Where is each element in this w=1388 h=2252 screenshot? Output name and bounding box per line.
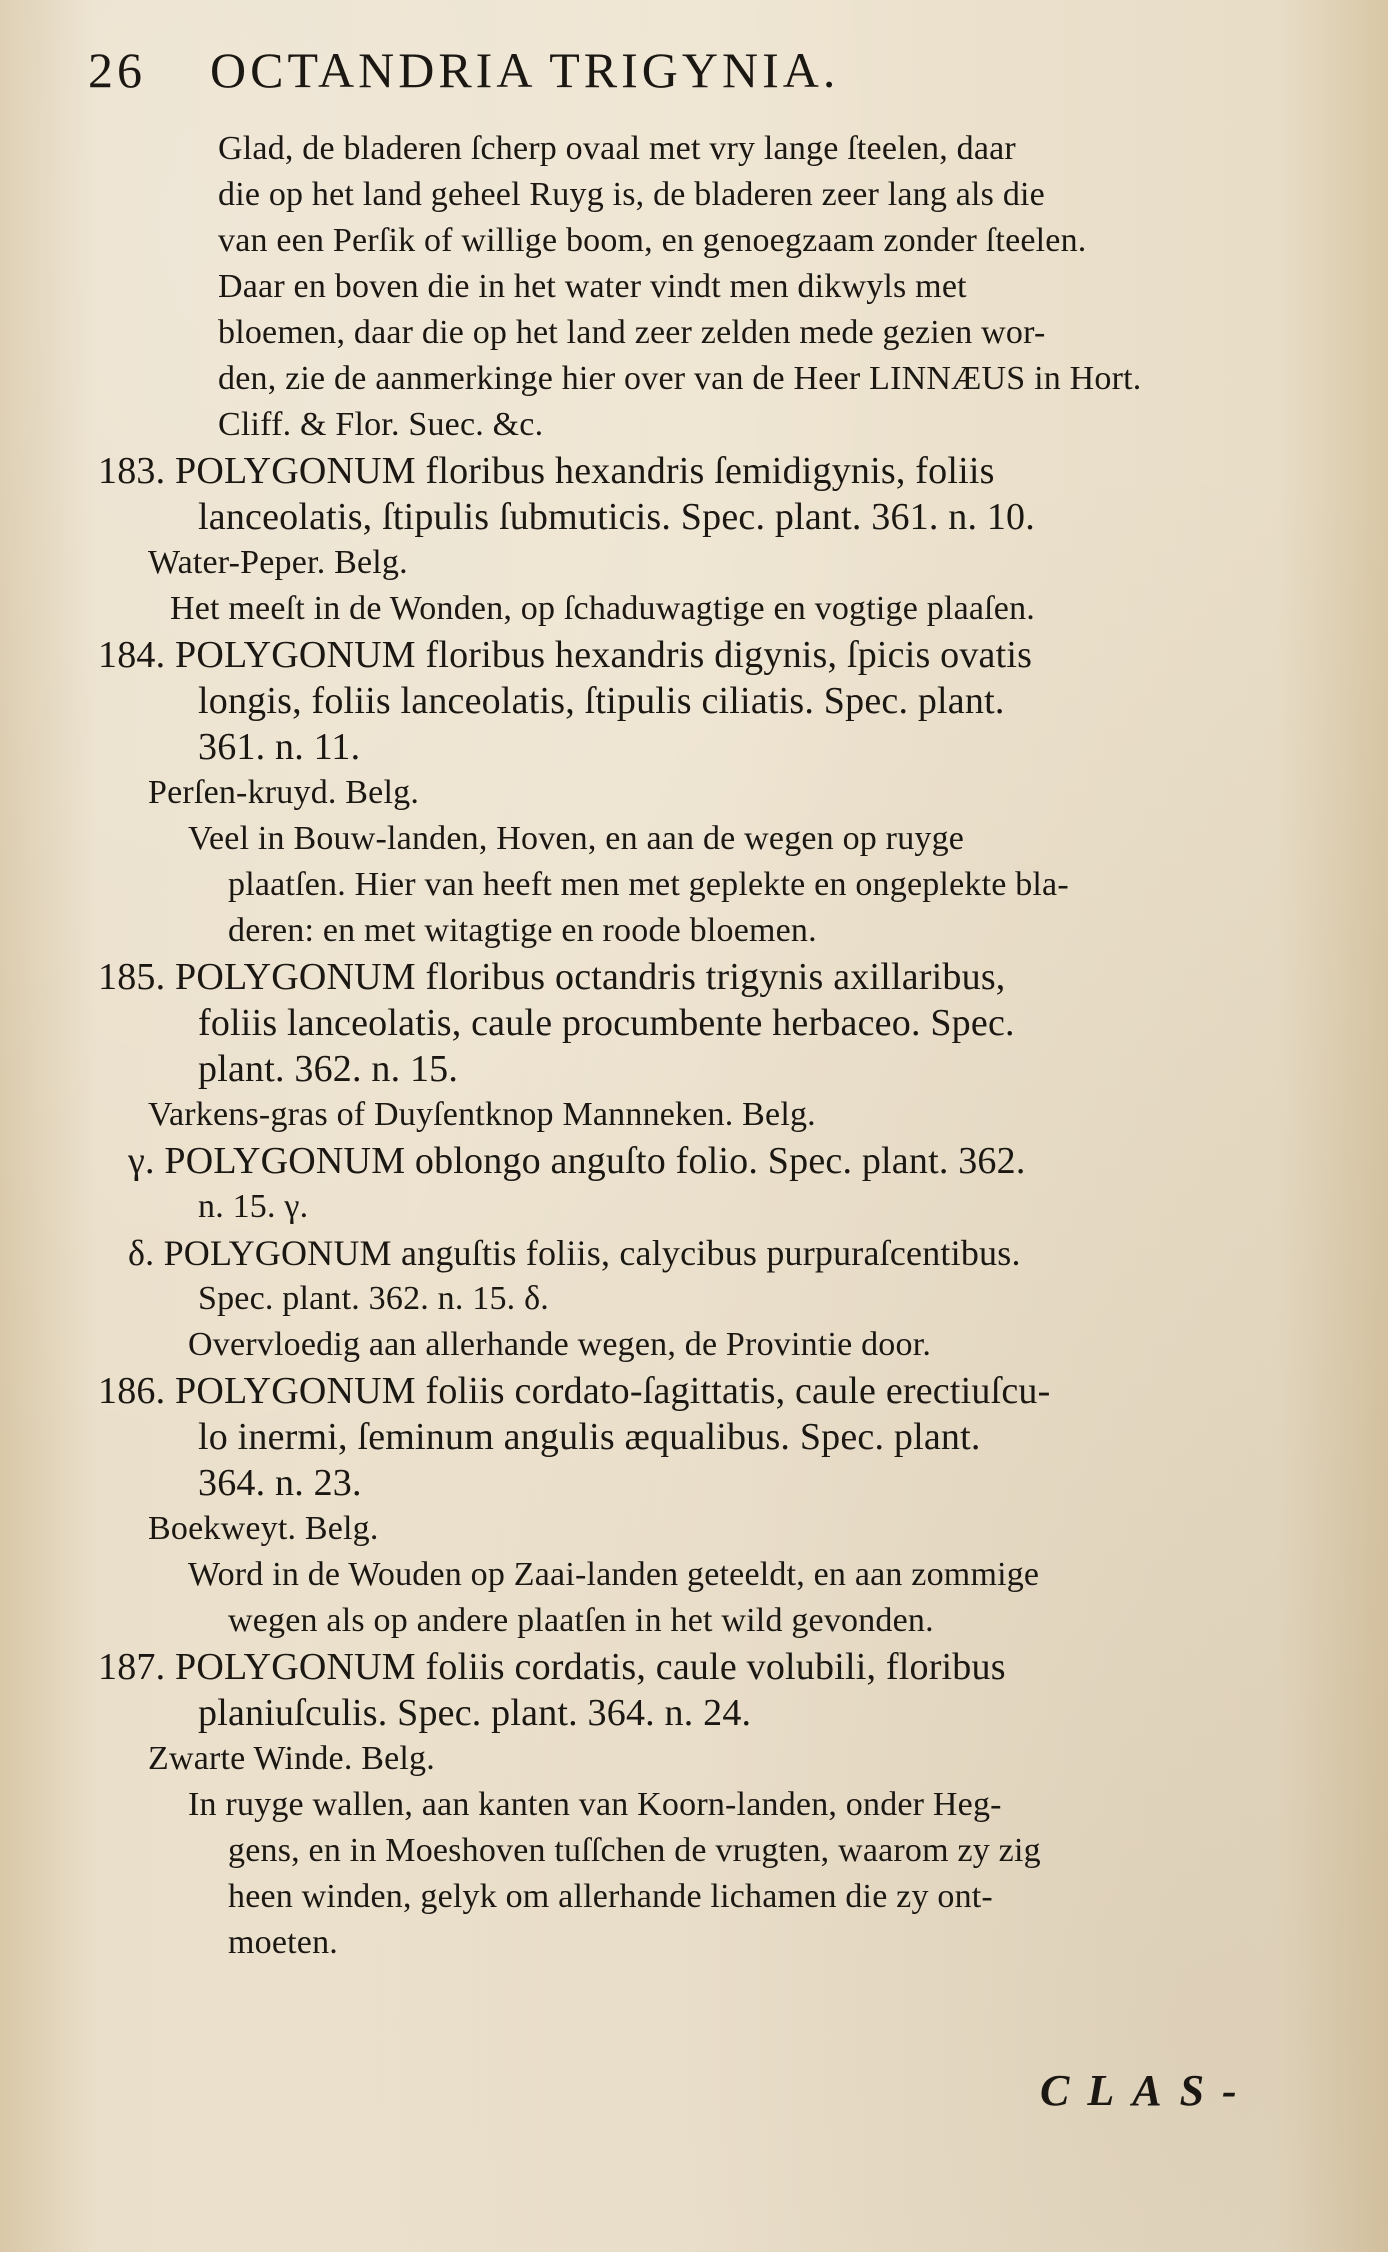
text-line: 364. n. 23. bbox=[198, 1462, 362, 1504]
habitat-note: In ruyge wallen, aan kanten van Koorn-landen, onder Heg- bbox=[188, 1786, 1002, 1823]
variety-heading: γ. POLYGONUM oblongo anguſto folio. Spec. plant. 362. bbox=[128, 1140, 1026, 1182]
text-line: planiuſculis. Spec. plant. 364. n. 24. bbox=[198, 1692, 752, 1734]
habitat-note: Veel in Bouw-landen, Hoven, en aan de wegen op ruyge bbox=[188, 820, 965, 857]
entry-heading: 187. POLYGONUM foliis cordatis, caule volubili, floribus bbox=[98, 1646, 1006, 1688]
text-line: die op het land geheel Ruyg is, de bladeren zeer lang als die bbox=[218, 176, 1045, 213]
text-line: lanceolatis, ſtipulis ſubmuticis. Spec. plant. 361. n. 10. bbox=[198, 496, 1035, 538]
text-line: Cliff. & Flor. Suec. &c. bbox=[218, 406, 544, 443]
text-line: lo inermi, ſeminum angulis æqualibus. Spec. plant. bbox=[198, 1416, 981, 1458]
text-line: bloemen, daar die op het land zeer zelden mede gezien wor- bbox=[218, 314, 1046, 351]
habitat-note: plaatſen. Hier van heeft men met geplekte en ongeplekte bla- bbox=[228, 866, 1069, 903]
catchword: CLAS- bbox=[1040, 2066, 1255, 2115]
text-line: 361. n. 11. bbox=[198, 726, 361, 768]
variety-heading: δ. POLYGONUM anguſtis foliis, calycibus purpuraſcentibus. bbox=[128, 1233, 1021, 1273]
habitat-note: wegen als op andere plaatſen in het wild gevonden. bbox=[228, 1602, 934, 1639]
vernacular-name: Boekweyt. Belg. bbox=[148, 1510, 379, 1547]
text-line: n. 15. γ. bbox=[198, 1188, 309, 1225]
vernacular-name: Zwarte Winde. Belg. bbox=[148, 1740, 435, 1777]
text-line: plant. 362. n. 15. bbox=[198, 1048, 459, 1090]
habitat-note: gens, en in Moeshoven tuſſchen de vrugten, waarom zy zig bbox=[228, 1832, 1041, 1869]
entry-heading: 183. POLYGONUM floribus hexandris ſemidigynis, foliis bbox=[98, 450, 995, 492]
text-line: foliis lanceolatis, caule procumbente herbaceo. Spec. bbox=[198, 1002, 1015, 1044]
habitat-note: moeten. bbox=[228, 1924, 338, 1961]
text-line: Spec. plant. 362. n. 15. δ. bbox=[198, 1280, 549, 1317]
page-number: 26 bbox=[88, 42, 146, 98]
habitat-note: Word in de Wouden op Zaai-landen geteeldt, en aan zommige bbox=[188, 1556, 1040, 1593]
entry-heading: 186. POLYGONUM foliis cordato-ſagittatis, caule erectiuſcu- bbox=[98, 1370, 1051, 1412]
vernacular-name: Perſen-kruyd. Belg. bbox=[148, 774, 420, 811]
running-title: OCTANDRIA TRIGYNIA. bbox=[210, 42, 840, 98]
vernacular-name: Varkens-gras of Duyſentknop Mannneken. Belg. bbox=[148, 1096, 816, 1133]
entry-heading: 184. POLYGONUM floribus hexandris digynis, ſpicis ovatis bbox=[98, 634, 1033, 676]
entry-heading: 185. POLYGONUM floribus octandris trigynis axillaribus, bbox=[98, 956, 1006, 998]
vernacular-name: Water-Peper. Belg. bbox=[148, 544, 408, 581]
habitat-note: deren: en met witagtige en roode bloemen. bbox=[228, 912, 817, 949]
text-line: longis, foliis lanceolatis, ſtipulis ciliatis. Spec. plant. bbox=[198, 680, 1005, 722]
habitat-note: heen winden, gelyk om allerhande lichamen die zy ont- bbox=[228, 1878, 993, 1915]
text-line: van een Perſik of willige boom, en genoegzaam zonder ſteelen. bbox=[218, 222, 1087, 259]
habitat-note: Het meeſt in de Wonden, op ſchaduwagtige en vogtige plaaſen. bbox=[170, 590, 1035, 627]
text-line: Glad, de bladeren ſcherp ovaal met vry lange ſteelen, daar bbox=[218, 130, 1016, 167]
text-line: Daar en boven die in het water vindt men dikwyls met bbox=[218, 268, 967, 305]
habitat-note: Overvloedig aan allerhande wegen, de Provintie door. bbox=[188, 1326, 932, 1363]
text-line: den, zie de aanmerkinge hier over van de Heer LINNÆUS in Hort. bbox=[218, 360, 1142, 397]
